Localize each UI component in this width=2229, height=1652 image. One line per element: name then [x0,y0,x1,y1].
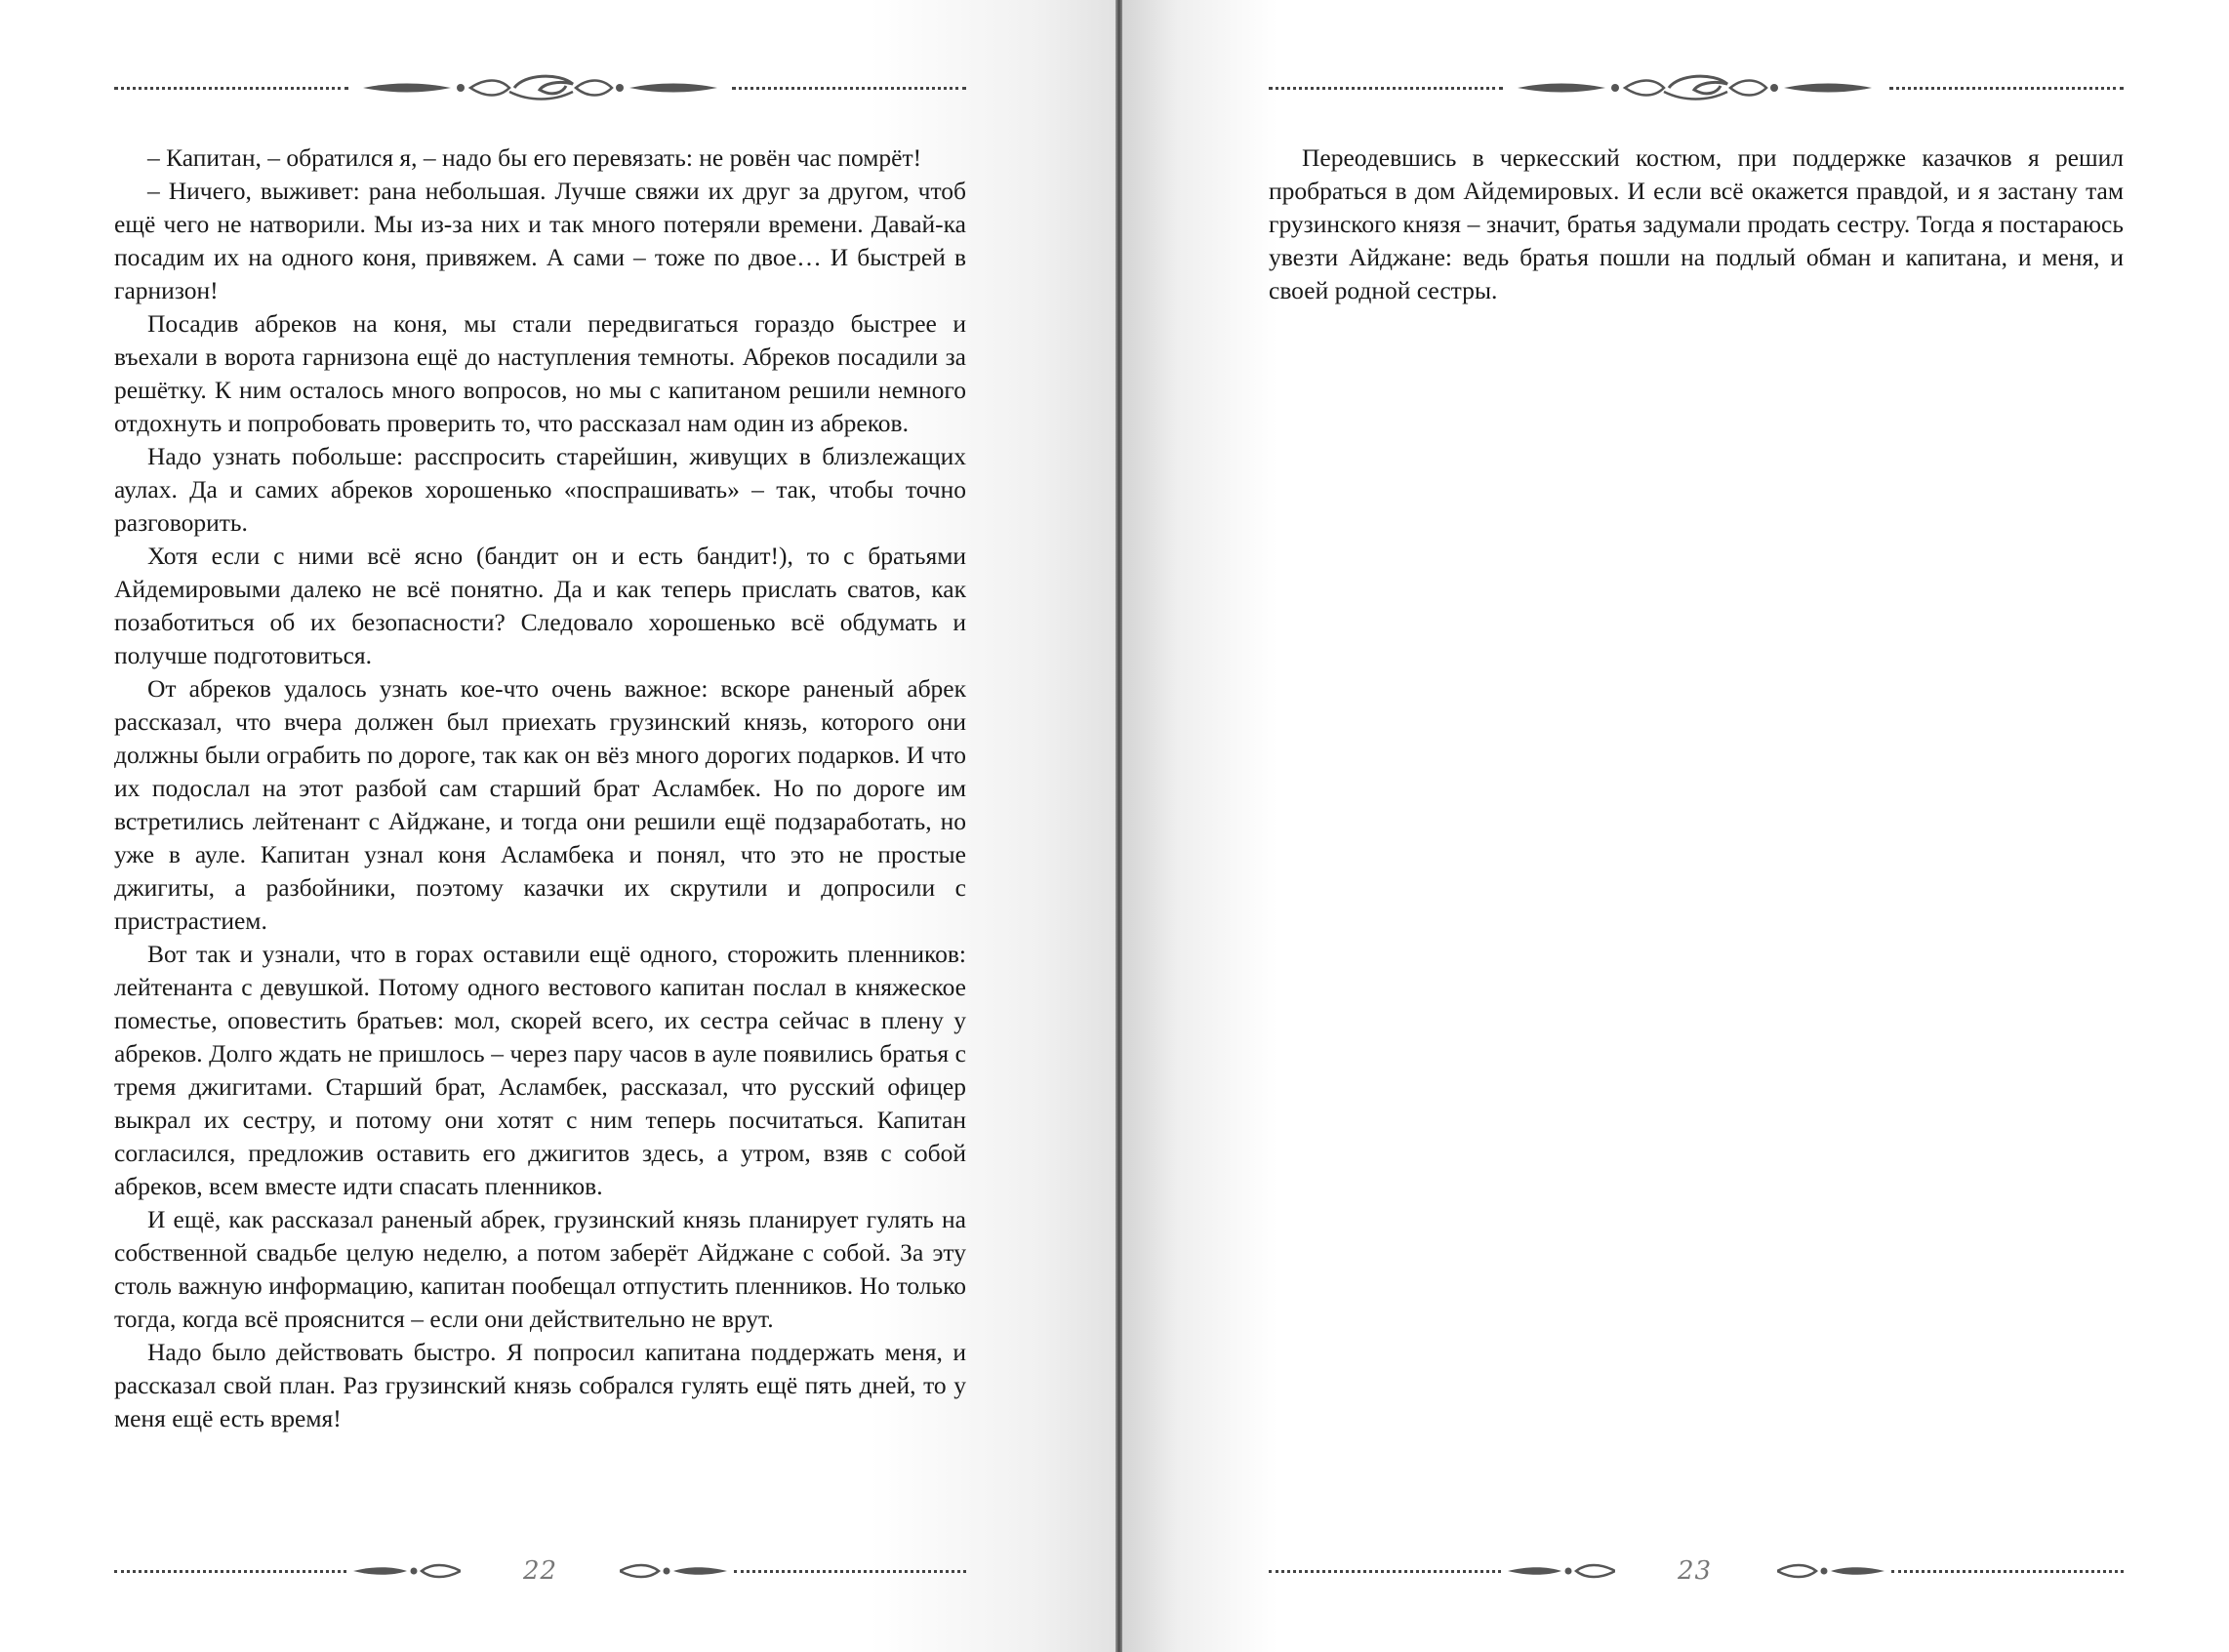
dotted-rule [734,1570,966,1573]
flourish-ornament-icon [363,72,717,103]
right-page [1122,0,2229,1652]
flourish-ornament-icon [1518,72,1872,103]
flourish-ornament-icon [1777,1555,1885,1587]
paragraph: – Ничего, выживет: рана небольшая. Лучше свяжи их друг за другом, чтоб ещё чего не натворили. Мы из-за них и так много потеряли времени. Давай-ка посадим их на одного коня, привяжем. А сами – тоже по двое… И быстрей в гарнизон! [114,177,966,304]
dotted-rule [1269,1570,1501,1573]
top-ornament [114,68,966,107]
dotted-rule [732,87,966,90]
paragraph: – Капитан, – обратился я, – надо бы его перевязать: не ровён час помрёт! [147,143,922,172]
paragraph: Хотя если с ними всё ясно (бандит он и есть бандит!), то с братьями Айдемировыми далеко не всё понятно. Да и как теперь прислать сватов, как позаботиться об их безопасности? Следовало хорошенько всё обдумать и получше подготовиться. [114,542,966,669]
paragraph: И ещё, как рассказал раненый абрек, грузинский князь планирует гулять на собственной свадьбе целую неделю, а потом заберёт Айджане с собой. За эту столь важную информацию, капитан пообещал отпустить пленников. Но только тогда, когда всё прояснится – если они действительно не врут. [114,1205,966,1333]
page-text [114,141,966,1435]
page-number: 23 [1677,1556,1713,1586]
dotted-rule [1889,87,2124,90]
paragraph: Посадив абреков на коня, мы стали передвигаться гораздо быстрее и въехали в ворота гарнизона ещё до наступления темноты. Абреков посадили за решётку. К ним осталось много вопросов, но мы с капитаном решили немного отдохнуть и попробовать проверить то, что рассказал нам один из абреков. [114,309,966,437]
bottom-ornament [1269,1551,2124,1591]
flourish-ornament-icon [353,1555,461,1587]
page-number: 22 [522,1556,558,1586]
page-text [1269,141,2124,307]
paragraph: Надо узнать побольше: расспросить старейшин, живущих в близлежащих аулах. Да и самих абреков хорошенько «поспрашивать» – так, чтобы точно разговорить. [114,442,966,537]
flourish-ornament-icon [620,1555,727,1587]
paragraph: От абреков удалось узнать кое-что очень важное: вскоре раненый абрек рассказал, что вчера должен был приехать грузинский князь, которого они должны были ограбить по дороге, так как он вёз много дорогих подарков. И что их подослал на этот разбой сам старший брат Асламбек. Но по дороге им встретились лейтенант с Айджане, и тогда они решили ещё подзаработать, но уже в ауле. Капитан узнал коня Асламбека и понял, что это не простые джигиты, а разбойники, поэтому казачки их скрутили и допросили с пристрастием. [114,674,966,935]
paragraph: Надо было действовать быстро. Я попросил капитана поддержать меня, и рассказал свой план. Раз грузинский князь собрался гулять ещё пять дней, то у меня ещё есть время! [114,1338,966,1432]
top-ornament [1269,68,2124,107]
flourish-ornament-icon [1508,1555,1615,1587]
book-spine [1115,0,1122,1652]
dotted-rule [114,1570,346,1573]
paragraph: Переодевшись в черкесский костюм, при поддержке казачков я решил пробраться в дом Айдемировых. И если всё окажется правдой, и я застану там грузинского князя – значит, братья задумали продать сестру. Тогда я постараюсь увезти Айджане: ведь братья пошли на подлый обман и капитана, и меня, и своей родной сестры. [1269,143,2124,304]
dotted-rule [1891,1570,2124,1573]
dotted-rule [1269,87,1503,90]
bottom-ornament [114,1551,966,1591]
paragraph: Вот так и узнали, что в горах оставили ещё одного, сторожить пленников: лейтенанта с девушкой. Потому одного вестового капитан послал в княжеское поместье, оповестить братьев: мол, скорей всего, их сестра сейчас в плену у абреков. Долго ждать не пришлось – через пару часов в ауле появились братья с тремя джигитами. Старший брат, Асламбек, рассказал, что русский офицер выкрал их сестру, и потому они хотят с ним теперь посчитаться. Капитан согласился, предложив оставить его джигитов здесь, а утром, взяв с собой абреков, всем вместе идти спасать пленников. [114,940,966,1200]
dotted-rule [114,87,348,90]
